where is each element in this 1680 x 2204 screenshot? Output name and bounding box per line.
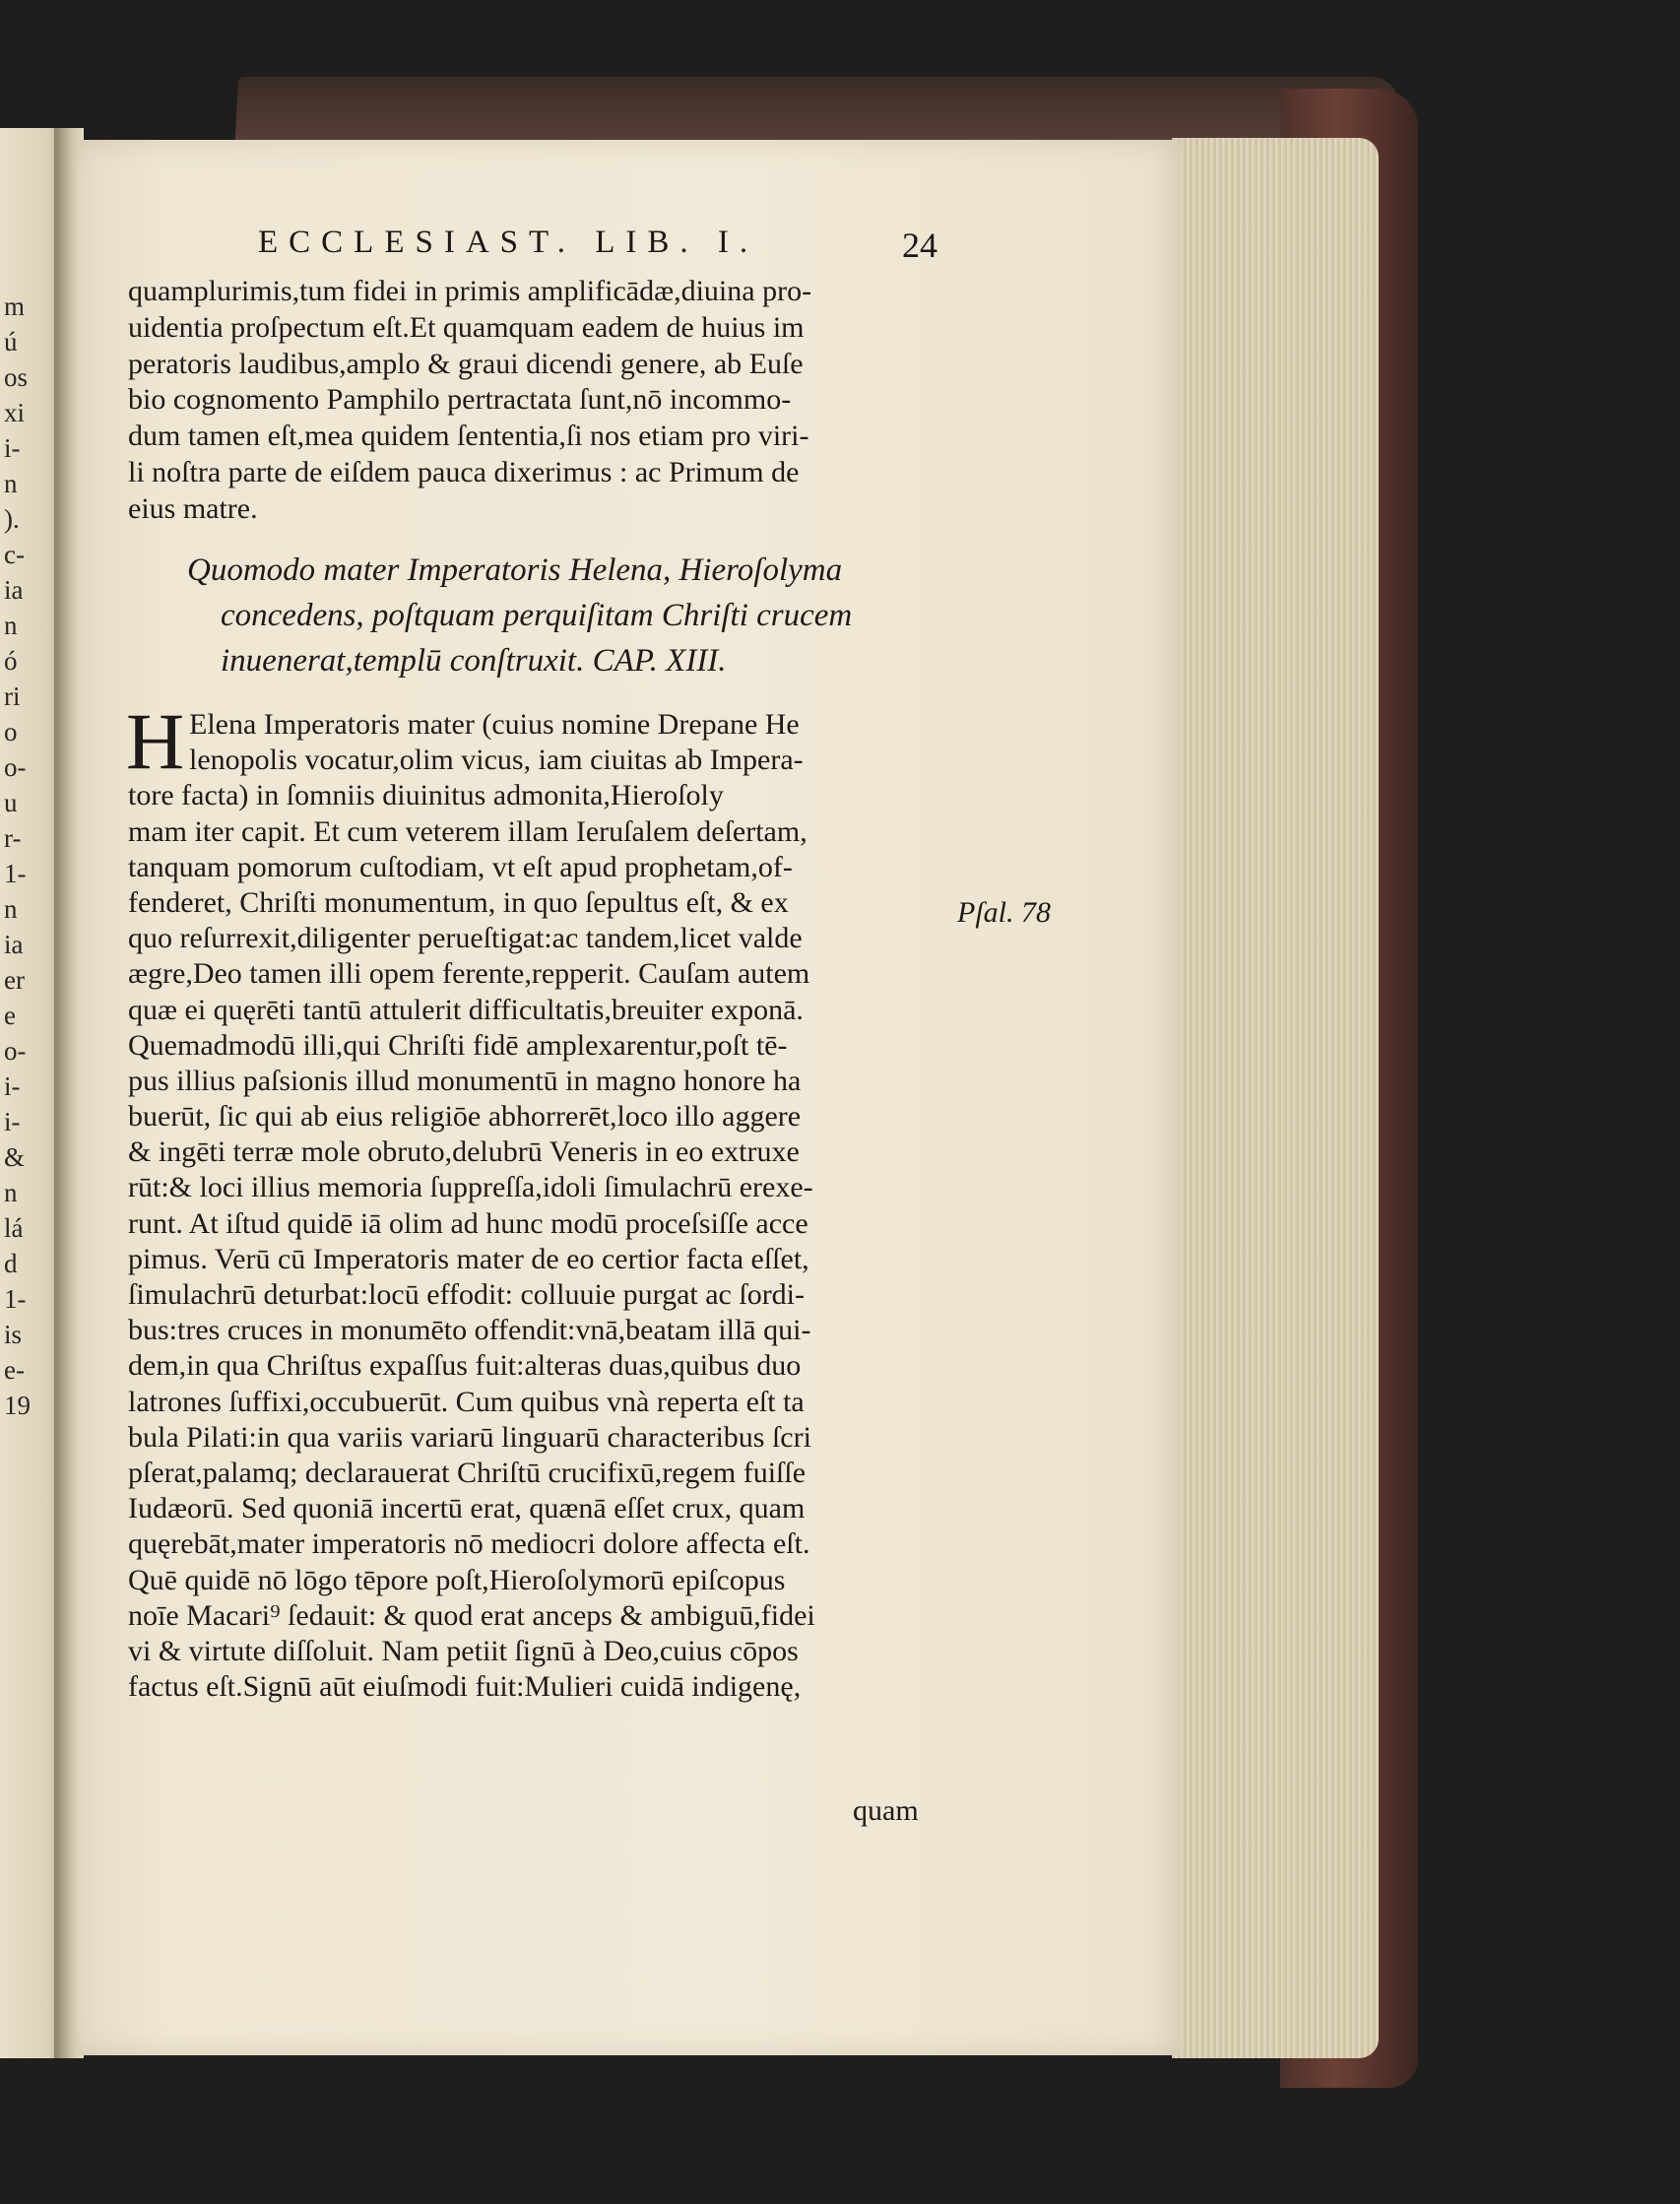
left-page-fragment: is	[4, 1320, 23, 1349]
text-line: pimus. Verū cū Imperatoris mater de eo certior facta eſſet,	[128, 1242, 809, 1275]
left-page-fragment: lá	[4, 1213, 24, 1243]
left-page-fragment: o-	[4, 752, 27, 782]
left-page	[0, 128, 61, 2058]
text-line: pus illius paſsionis illud monumentū in magno honore ha	[128, 1064, 802, 1097]
left-page-fragment: o-	[4, 1036, 27, 1066]
text-line: peratoris laudibus,amplo & graui dicendi genere, ab Euſe	[128, 347, 804, 380]
left-page-fragment: i-	[4, 433, 21, 463]
text-line: Elena Imperatoris mater (cuius nomine Drepane He	[189, 708, 800, 741]
text-line: quo reſurrexit,diligenter perueſtigat:ac tandem,licet valde	[128, 922, 803, 955]
left-page-fragment: ú	[4, 327, 18, 357]
text-line: runt. At iſtud quidē iā olim ad hunc modū proceſsiſſe acce	[128, 1206, 808, 1240]
left-page-fragment: ó	[4, 646, 18, 676]
left-page-fragment: 1-	[4, 859, 27, 888]
text-line: Quemadmodū illi,qui Chriſti fidē amplexarentur,poſt tē-	[128, 1028, 788, 1062]
title-line: Quomodo mater Imperatoris Helena, Hieroſolyma	[187, 552, 843, 588]
left-page-fragment: e	[4, 1001, 16, 1030]
left-page-fragment: o	[4, 717, 18, 746]
left-page-fragment: i-	[4, 1107, 21, 1136]
left-page-fragment: 19	[4, 1391, 31, 1420]
text-line: latrones ſuffixi,occubuerūt. Cum quibus vnà reperta eſt ta	[128, 1385, 805, 1418]
text-line: & ingēti terræ mole obruto,delubrū Veneris in eo extruxe	[128, 1135, 800, 1169]
text-line: ægre,Deo tamen illi opem ferente,repperit. Cauſam autem	[128, 957, 810, 991]
left-page-fragment: ia	[4, 575, 24, 605]
text-line: noīe Macari⁹ ſedauit: & quod erat anceps & ambiguū,fidei	[128, 1598, 815, 1632]
page-edges	[1172, 138, 1379, 2058]
text-line: mam iter capit. Et cum veterem illam Ieruſalem deſertam,	[128, 814, 808, 848]
text-line: bus:tres cruces in monumēto offendit:vnā,beatam illā qui-	[128, 1314, 811, 1347]
text-line: Iudæorū. Sed quoniā incertū erat, quænā eſſet crux, quam	[128, 1492, 806, 1525]
left-page-fragment: u	[4, 788, 18, 817]
chapter-title	[187, 548, 955, 683]
text-line: ſimulachrū deturbat:locū effodit: colluuie purgat ac ſordi-	[128, 1278, 806, 1311]
left-page-fragment: ).	[4, 504, 20, 534]
text-line: quęrebāt,mater imperatoris nō mediocri dolore affecta eſt.	[128, 1527, 810, 1561]
left-page-fragment: m	[4, 292, 26, 321]
left-page-fragment: xi	[4, 398, 26, 427]
left-page-fragment: er	[4, 965, 25, 995]
left-page-fragment: r-	[4, 823, 22, 853]
text-line: eius matre.	[128, 491, 258, 525]
text-line: bula Pilati:in qua variis variarū linguarū characteribus ſcri	[128, 1420, 811, 1454]
text-line: quamplurimis,tum fidei in primis amplificādæ,diuina pro-	[128, 275, 812, 307]
text-line: tore facta) in ſomniis diuinitus admonita,Hieroſoly	[128, 779, 724, 812]
left-page-fragment: d	[4, 1249, 18, 1278]
text-line: fenderet, Chriſti monumentum, in quo ſepultus eſt, & ex	[128, 885, 789, 919]
text-line: buerūt, ſic qui ab eius religiōe abhorrerēt,loco illo aggere	[128, 1100, 802, 1134]
text-line: Quē quidē nō lōgo tēpore poſt,Hieroſolymorū epiſcopus	[128, 1563, 786, 1596]
drop-cap: H	[126, 696, 185, 786]
left-page-fragment: &	[4, 1142, 26, 1172]
text-line: uidentia proſpectum eſt.Et quamquam eadem de huius im	[128, 310, 805, 344]
chapter-body	[128, 707, 955, 1705]
text-line: dum tamen eſt,mea quidem ſententia,ſi nos etiam pro viri-	[128, 420, 809, 453]
text-line: tanquam pomorum cuſtodiam, vt eſt apud prophetam,of-	[128, 850, 793, 883]
left-page-fragment: ri	[4, 681, 21, 711]
text-line: lenopolis vocatur,olim vicus, iam ciuitas ab Impera-	[189, 744, 804, 777]
intro-paragraph	[128, 274, 955, 528]
title-line: inuenerat,templū conſtruxit. CAP. XIII.	[221, 643, 727, 679]
left-page-fragment: c-	[4, 540, 25, 569]
catchword: quam	[853, 1794, 919, 1827]
left-page-fragment: n	[4, 1178, 18, 1207]
left-page-fragment: n	[4, 469, 18, 498]
left-page-fragment: ia	[4, 930, 24, 959]
left-page-fragment: n	[4, 894, 18, 924]
text-line: li noſtra parte de eiſdem pauca dixerimus : ac Primum de	[128, 455, 800, 488]
text-line: vi & virtute diſſoluit. Nam petiit ſignū à Deo,cuius cōpos	[128, 1634, 799, 1667]
title-line: concedens, poſtquam perquiſitam Chriſti crucem	[221, 598, 853, 633]
text-line: pſerat,palamq; declarauerat Chriſtū crucifixū,regem fuiſſe	[128, 1456, 807, 1489]
text-line: quæ ei quęrēti tantū attulerit difficultatis,breuiter exponā.	[128, 993, 804, 1026]
running-head: ECCLESIAST. LIB. I.	[258, 225, 759, 260]
left-page-fragment: e-	[4, 1355, 25, 1385]
text-line: rūt:& loci illius memoria ſuppreſſa,idoli ſimulachrū erexe-	[128, 1171, 813, 1204]
text-line: dem,in qua Chriſtus expaſſus fuit:alteras duas,quibus duo	[128, 1349, 802, 1383]
text-line: bio cognomento Pamphilo pertractata ſunt,nō incommo-	[128, 383, 792, 417]
folio-number: 24	[902, 226, 937, 265]
left-page-fragment: i-	[4, 1071, 21, 1101]
left-page-fragment: n	[4, 611, 18, 640]
left-page-fragment: os	[4, 362, 29, 392]
left-page-fragment: 1-	[4, 1284, 27, 1314]
margin-note: Pſal. 78	[957, 896, 1051, 929]
text-line: factus eſt.Signū aūt eiuſmodi fuit:Mulieri cuidā indigenę,	[128, 1670, 802, 1704]
